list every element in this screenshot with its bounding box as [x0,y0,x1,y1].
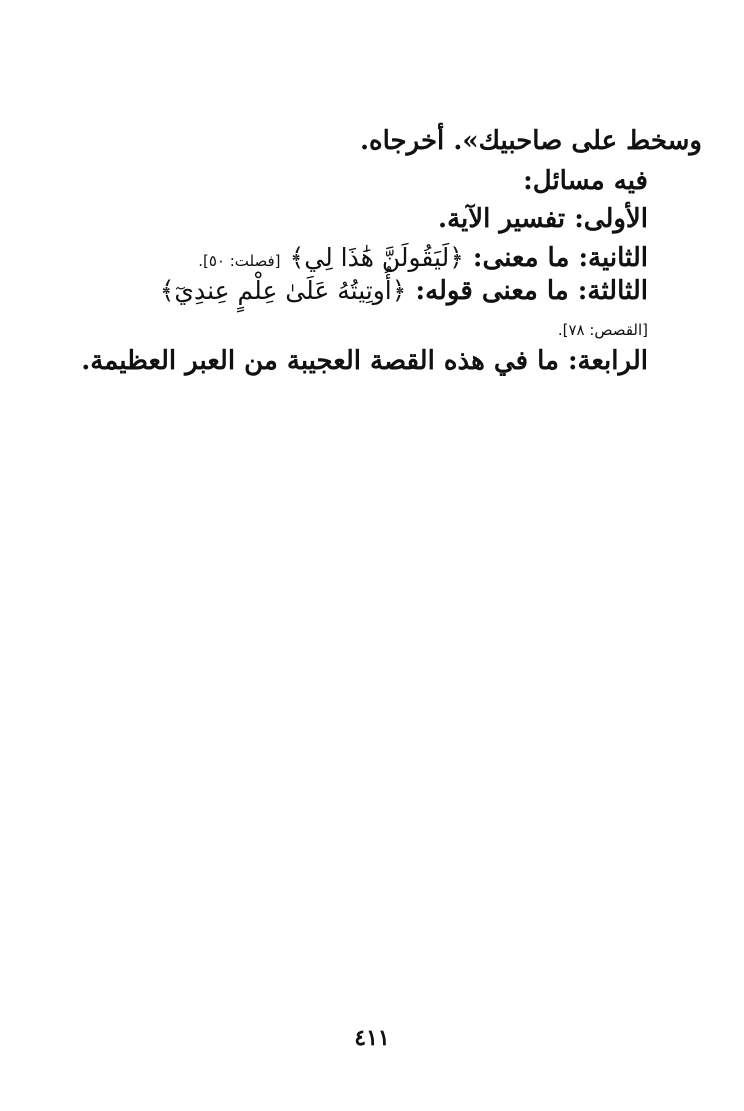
verse-quote: ﴿أُوتِيتُهُ عَلَىٰ عِلْمٍ عِندِيٓ﴾ [159,276,407,305]
verse-reference: [فصلت: ٥٠]. [198,252,281,270]
text-line-issue-fourth: الرابعة: ما في هذه القصة العجيبة من العبر العظيمة. [81,346,648,376]
text-line-issues-heading: فيه مسائل: [523,166,648,196]
text-line-issue-first: الأولى: تفسير الآية. [438,204,648,234]
text-line-issue-third [160,275,648,308]
issue-second-label: الثانية: ما معنى: [472,243,648,273]
verse-quote: ﴿لَيَقُولَنَّ هَٰذَا لِي﴾ [289,243,464,272]
verse-reference: [القصص: ٧٨]. [557,321,648,339]
page-number: ٤١١ [354,1025,390,1051]
issue-third-label: الثالثة: ما معنى قوله: [415,276,648,306]
text-line-closing-hadith: وسخط على صاحبيك». أخرجاه. [359,126,702,156]
text-line-issue-second [198,242,648,275]
